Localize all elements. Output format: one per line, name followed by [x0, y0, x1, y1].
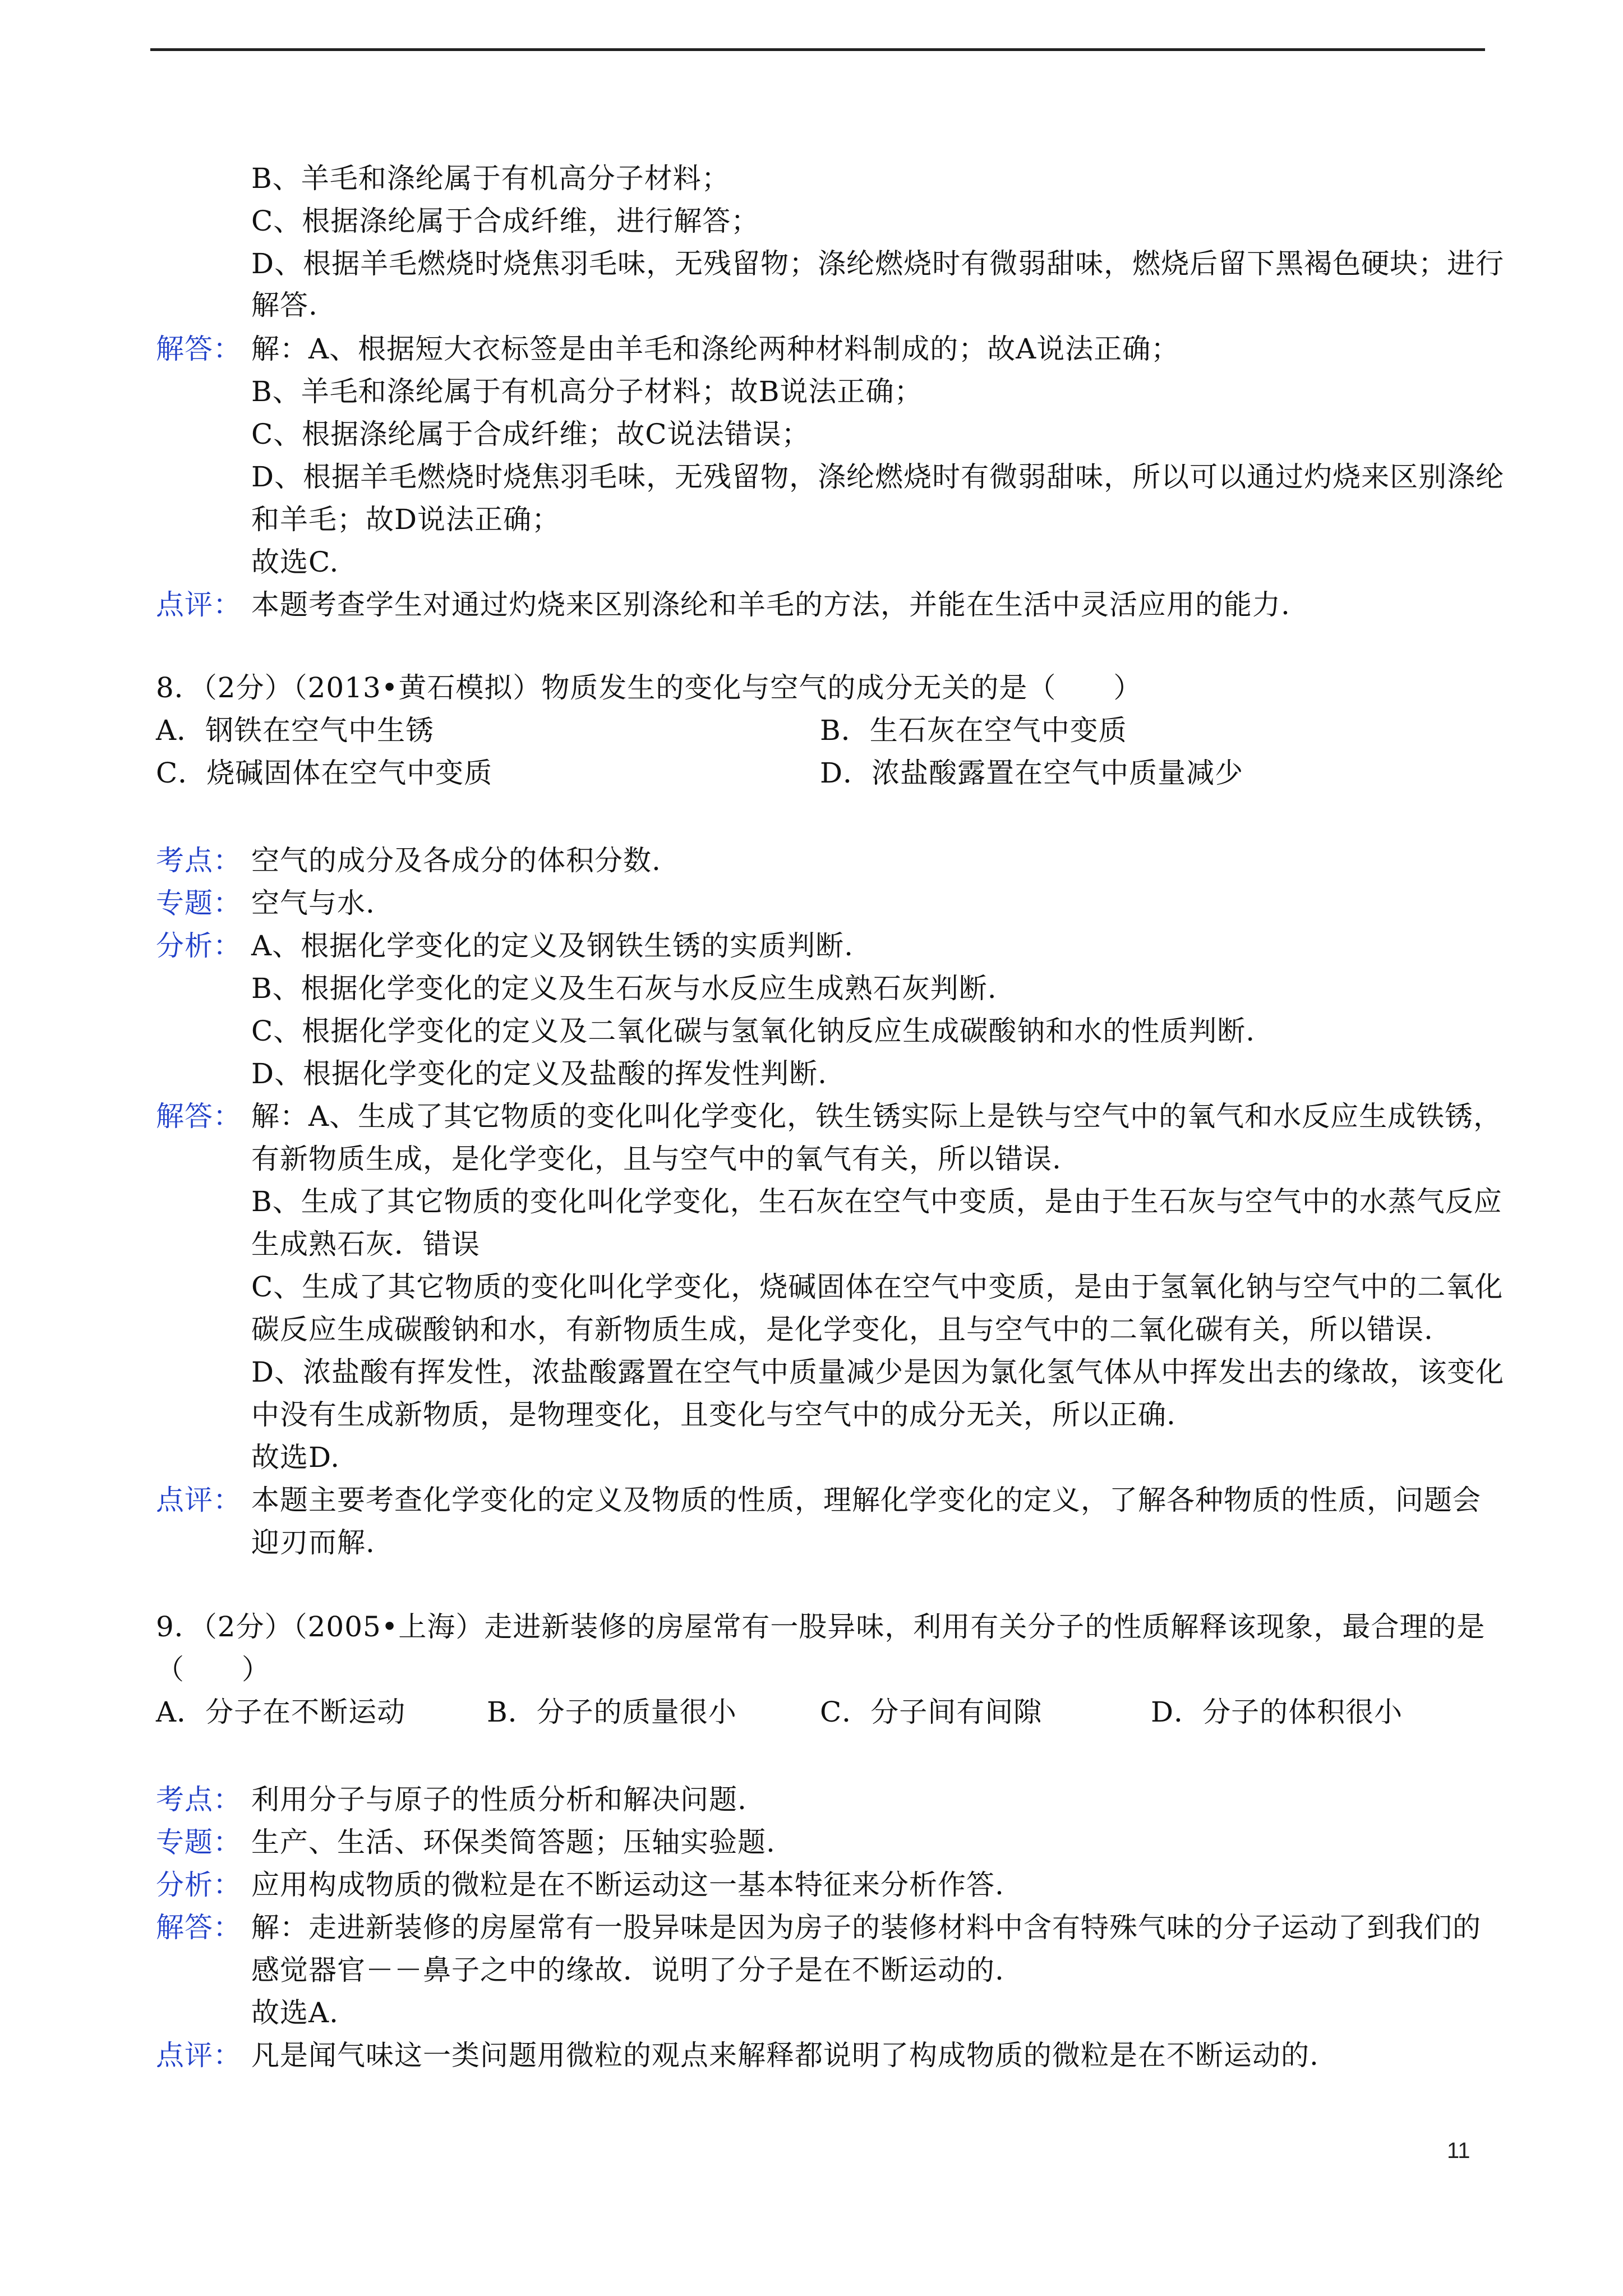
- q7-answer-line: 和羊毛；故D说法正确；: [251, 503, 561, 536]
- q9-option-d: D．分子的体积很小: [1151, 1696, 1403, 1728]
- q9-answer-line: 故选A.: [251, 1996, 339, 2029]
- q8-answer-line: 生成熟石灰．错误: [251, 1228, 480, 1260]
- q8-topic-label: 专题：: [156, 887, 242, 919]
- q8-analysis-line: B、根据化学变化的定义及生石灰与水反应生成熟石灰判断.: [251, 972, 997, 1005]
- q8-option-b: B．生石灰在空气中变质: [820, 714, 1127, 747]
- q7-comment: 本题考查学生对通过灼烧来区别涤纶和羊毛的方法，并能在生活中灵活应用的能力.: [251, 588, 1290, 621]
- q7-answer-line: 解：A、根据短大衣标签是由羊毛和涤纶两种材料制成的；故A说法正确；: [251, 333, 1180, 365]
- q7-answer-label: 解答：: [156, 333, 242, 365]
- q8-point-label: 考点：: [156, 844, 242, 877]
- q9-analysis-label: 分析：: [156, 1869, 242, 1901]
- q8-option-c: C．烧碱固体在空气中变质: [156, 757, 493, 789]
- page-number: 11: [1447, 2138, 1470, 2163]
- q8-answer-line: 故选D.: [251, 1441, 340, 1474]
- q8-answer-line: B、生成了其它物质的变化叫化学变化，生石灰在空气中变质，是由于生石灰与空气中的水蒸气反应: [251, 1185, 1502, 1218]
- q9-analysis: 应用构成物质的微粒是在不断运动这一基本特征来分析作答.: [251, 1869, 1004, 1901]
- header-rule: [150, 48, 1485, 51]
- q9-answer-line: 感觉器官－－鼻子之中的缘故．说明了分子是在不断运动的.: [251, 1954, 1004, 1986]
- q9-topic: 生产、生活、环保类简答题；压轴实验题.: [251, 1826, 776, 1858]
- q8-comment-label: 点评：: [156, 1484, 242, 1516]
- q7-answer-line: 故选C.: [251, 546, 339, 578]
- q8-answer-line: 解：A、生成了其它物质的变化叫化学变化，铁生锈实际上是铁与空气中的氧气和水反应生成铁锈，: [251, 1100, 1502, 1133]
- q7-answer-line: B、羊毛和涤纶属于有机高分子材料；故B说法正确；: [251, 375, 923, 408]
- q9-stem-line: （ ）: [156, 1653, 270, 1686]
- q8-comment-line: 本题主要考查化学变化的定义及物质的性质，理解化学变化的定义，了解各种物质的性质，问题会: [251, 1484, 1481, 1516]
- q8-analysis-line: A、根据化学变化的定义及钢铁生锈的实质判断.: [251, 930, 854, 962]
- q9-answer-line: 解：走进新装修的房屋常有一股异味是因为房子的装修材料中含有特殊气味的分子运动了到我们的: [251, 1911, 1481, 1944]
- q8-analysis-line: D、根据化学变化的定义及盐酸的挥发性判断.: [251, 1057, 827, 1090]
- q7-analysis-line: C、根据涤纶属于合成纤维，进行解答；: [251, 205, 760, 237]
- q8-answer-label: 解答：: [156, 1100, 242, 1133]
- q8-topic: 空气与水.: [251, 887, 375, 919]
- q9-option-b: B．分子的质量很小: [487, 1696, 737, 1728]
- q7-analysis-line: 解答.: [251, 289, 318, 321]
- q8-option-a: A．钢铁在空气中生锈: [156, 714, 435, 747]
- q8-answer-line: C、生成了其它物质的变化叫化学变化，烧碱固体在空气中变质，是由于氢氧化钠与空气中的二氧化: [251, 1271, 1504, 1303]
- q7-answer-line: D、根据羊毛燃烧时烧焦羽毛味，无残留物，涤纶燃烧时有微弱甜味，所以可以通过灼烧来区别涤纶: [251, 461, 1505, 493]
- q9-comment-label: 点评：: [156, 2039, 242, 2072]
- q8-point: 空气的成分及各成分的体积分数.: [251, 844, 661, 877]
- q9-option-a: A．分子在不断运动: [156, 1696, 406, 1728]
- q7-analysis-line: B、羊毛和涤纶属于有机高分子材料；: [251, 162, 730, 195]
- q7-answer-line: C、根据涤纶属于合成纤维；故C说法错误；: [251, 418, 810, 450]
- q8-answer-line: 中没有生成新物质，是物理变化，且变化与空气中的成分无关，所以正确.: [251, 1398, 1176, 1431]
- q8-answer-line: 有新物质生成，是化学变化，且与空气中的氧气有关，所以错误.: [251, 1143, 1062, 1175]
- q7-comment-label: 点评：: [156, 588, 242, 621]
- q9-topic-label: 专题：: [156, 1826, 242, 1858]
- q8-comment-line: 迎刃而解.: [251, 1526, 375, 1559]
- q9-comment: 凡是闻气味这一类问题用微粒的观点来解释都说明了构成物质的微粒是在不断运动的.: [251, 2039, 1319, 2072]
- q9-point-label: 考点：: [156, 1783, 242, 1816]
- q9-answer-label: 解答：: [156, 1911, 242, 1944]
- q9-stem-line: 9．（2分）（2005•上海）走进新装修的房屋常有一股异味，利用有关分子的性质解释该现象，最合理的是: [156, 1611, 1486, 1643]
- q9-point: 利用分子与原子的性质分析和解决问题.: [251, 1783, 747, 1816]
- q8-stem: 8．（2分）（2013•黄石模拟）物质发生的变化与空气的成分无关的是（ ）: [156, 671, 1142, 704]
- q8-answer-line: 碳反应生成碳酸钠和水，有新物质生成，是化学变化，且与空气中的二氧化碳有关，所以错误.: [251, 1313, 1433, 1346]
- q8-answer-line: D、浓盐酸有挥发性，浓盐酸露置在空气中质量减少是因为氯化氢气体从中挥发出去的缘故，该变化: [251, 1356, 1505, 1388]
- q8-option-d: D．浓盐酸露置在空气中质量减少: [820, 757, 1244, 789]
- q9-option-c: C．分子间有间隙: [820, 1696, 1043, 1728]
- q8-analysis-line: C、根据化学变化的定义及二氧化碳与氢氧化钠反应生成碳酸钠和水的性质判断.: [251, 1015, 1256, 1047]
- q7-analysis-line: D、根据羊毛燃烧时烧焦羽毛味，无残留物；涤纶燃烧时有微弱甜味，燃烧后留下黑褐色硬块；进行: [251, 247, 1505, 280]
- q8-analysis-label: 分析：: [156, 930, 242, 962]
